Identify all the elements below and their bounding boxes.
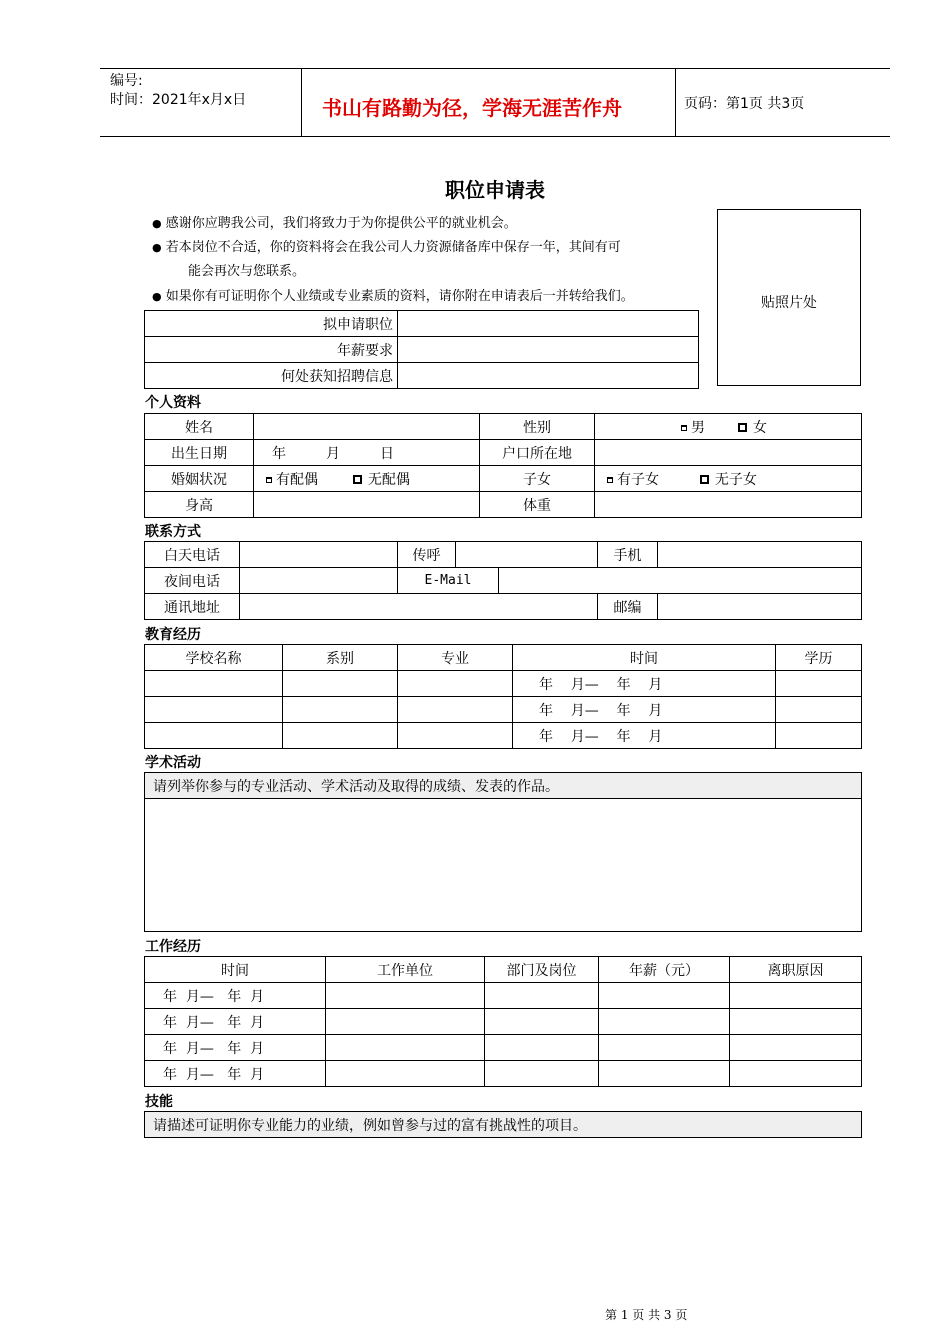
children-options bbox=[595, 466, 862, 492]
note-3: ● 如果你有可证明你个人业绩或专业素质的资料，请你附在申请表后一并转给我们。 bbox=[152, 289, 634, 304]
photo-box[interactable] bbox=[717, 209, 861, 386]
header-top-rule bbox=[100, 68, 890, 69]
work-salary-field[interactable] bbox=[599, 1061, 730, 1087]
birth-year-label: 年 bbox=[272, 445, 286, 462]
skills-prompt: 请描述可证明你专业能力的业绩，例如曾参与过的富有挑战性的项目。 bbox=[145, 1112, 862, 1138]
work-position-field[interactable] bbox=[485, 1009, 599, 1035]
work-salary-field[interactable] bbox=[599, 1009, 730, 1035]
hukou-field[interactable] bbox=[595, 440, 862, 466]
work-period[interactable]: 年 月— 年 月 bbox=[145, 1061, 326, 1087]
pager-field[interactable] bbox=[456, 542, 598, 568]
work-employer-field[interactable] bbox=[326, 1009, 485, 1035]
edu-school-field[interactable] bbox=[145, 723, 283, 749]
edu-degree-field[interactable] bbox=[776, 723, 862, 749]
header-divider-right bbox=[675, 69, 676, 136]
edu-school-field[interactable] bbox=[145, 671, 283, 697]
apply-source-field[interactable] bbox=[398, 363, 699, 389]
doc-number-label: 编号: bbox=[110, 73, 143, 89]
weight-label: 体重 bbox=[480, 492, 595, 518]
mobile-field[interactable] bbox=[658, 542, 862, 568]
edu-department-field[interactable] bbox=[283, 671, 398, 697]
female-checkbox[interactable] bbox=[738, 423, 747, 432]
work-employer-field[interactable] bbox=[326, 983, 485, 1009]
work-position-field[interactable] bbox=[485, 983, 599, 1009]
section-academic: 学术活动 bbox=[145, 755, 201, 771]
header-divider-left bbox=[301, 69, 302, 136]
work-reason-field[interactable] bbox=[730, 1061, 862, 1087]
edu-department-field[interactable] bbox=[283, 723, 398, 749]
note-2-cont: 能会再次与您联系。 bbox=[188, 264, 306, 279]
work-reason-field[interactable] bbox=[730, 1035, 862, 1061]
table-row bbox=[145, 671, 862, 697]
academic-table bbox=[144, 772, 862, 932]
no-children-label: 无子女 bbox=[714, 471, 757, 488]
note-1: ● 感谢你应聘我公司，我们将致力于为你提供公平的就业机会。 bbox=[152, 216, 517, 231]
section-work: 工作经历 bbox=[145, 939, 201, 955]
work-position-field[interactable] bbox=[485, 1061, 599, 1087]
email-field[interactable] bbox=[499, 568, 862, 594]
name-field[interactable] bbox=[254, 414, 480, 440]
hukou-label: 户口所在地 bbox=[480, 440, 595, 466]
work-position-field[interactable] bbox=[485, 1035, 599, 1061]
note-2: ● 若本岗位不合适，你的资料将会在我公司人力资源储备库中保存一年，其间有可 bbox=[152, 240, 621, 255]
contact-table bbox=[144, 541, 862, 620]
has-children-label: 有子女 bbox=[617, 471, 659, 488]
email-label: E-Mail bbox=[398, 568, 499, 594]
table-row bbox=[145, 983, 862, 1009]
edu-header-degree: 学历 bbox=[776, 645, 862, 671]
table-row bbox=[145, 1035, 862, 1061]
work-salary-field[interactable] bbox=[599, 1035, 730, 1061]
apply-position-label: 拟申请职位 bbox=[145, 311, 398, 337]
edu-header-major: 专业 bbox=[398, 645, 513, 671]
edu-period[interactable]: 年 月— 年 月 bbox=[513, 671, 776, 697]
birth-day-label: 日 bbox=[380, 445, 394, 462]
day-phone-label: 白天电话 bbox=[145, 542, 240, 568]
header-bottom-rule bbox=[100, 136, 890, 137]
section-contact: 联系方式 bbox=[145, 524, 201, 540]
birth-month-label: 月 bbox=[326, 445, 340, 462]
work-period[interactable]: 年 月— 年 月 bbox=[145, 1009, 326, 1035]
edu-period[interactable]: 年 月— 年 月 bbox=[513, 697, 776, 723]
edu-major-field[interactable] bbox=[398, 671, 513, 697]
gender-label: 性别 bbox=[480, 414, 595, 440]
female-label: 女 bbox=[752, 419, 767, 436]
header-motto: 书山有路勤为径，学海无涯苦作舟 bbox=[322, 96, 622, 120]
marital-options bbox=[254, 466, 480, 492]
table-row bbox=[145, 1009, 862, 1035]
single-label: 无配偶 bbox=[367, 471, 410, 488]
birth-field[interactable] bbox=[254, 440, 480, 466]
edu-degree-field[interactable] bbox=[776, 671, 862, 697]
apply-position-field[interactable] bbox=[398, 311, 699, 337]
height-label: 身高 bbox=[145, 492, 254, 518]
section-education: 教育经历 bbox=[145, 627, 201, 643]
birth-label: 出生日期 bbox=[145, 440, 254, 466]
edu-header-time: 时间 bbox=[513, 645, 776, 671]
single-checkbox[interactable] bbox=[353, 475, 362, 484]
page-title: 职位申请表 bbox=[445, 178, 545, 202]
work-header-time: 时间 bbox=[145, 957, 326, 983]
bullet-icon: ● bbox=[152, 241, 162, 254]
photo-label: 贴照片处 bbox=[761, 295, 817, 311]
work-header-position: 部门及岗位 bbox=[485, 957, 599, 983]
doc-time-label: 时间：2021年x月x日 bbox=[110, 92, 247, 108]
section-skills: 技能 bbox=[145, 1094, 173, 1110]
work-reason-field[interactable] bbox=[730, 1009, 862, 1035]
married-checkbox[interactable] bbox=[266, 477, 272, 483]
academic-prompt: 请列举你参与的专业活动、学术活动及取得的成绩、发表的作品。 bbox=[145, 773, 862, 799]
edu-department-field[interactable] bbox=[283, 697, 398, 723]
edu-period[interactable]: 年 月— 年 月 bbox=[513, 723, 776, 749]
edu-school-field[interactable] bbox=[145, 697, 283, 723]
skills-table bbox=[144, 1111, 862, 1138]
apply-salary-field[interactable] bbox=[398, 337, 699, 363]
married-label: 有配偶 bbox=[276, 471, 318, 488]
work-reason-field[interactable] bbox=[730, 983, 862, 1009]
has-children-checkbox[interactable] bbox=[607, 477, 613, 483]
pager-label: 传呼 bbox=[398, 542, 456, 568]
children-label: 子女 bbox=[480, 466, 595, 492]
table-row bbox=[145, 723, 862, 749]
education-table bbox=[144, 644, 862, 749]
apply-source-label: 何处获知招聘信息 bbox=[145, 363, 398, 389]
male-label: 男 bbox=[691, 419, 705, 436]
work-employer-field[interactable] bbox=[326, 1061, 485, 1087]
male-checkbox[interactable] bbox=[681, 425, 687, 431]
edu-degree-field[interactable] bbox=[776, 697, 862, 723]
edu-major-field[interactable] bbox=[398, 723, 513, 749]
work-period[interactable]: 年 月— 年 月 bbox=[145, 983, 326, 1009]
postcode-field[interactable] bbox=[658, 594, 862, 620]
address-label: 通讯地址 bbox=[145, 594, 240, 620]
apply-salary-label: 年薪要求 bbox=[145, 337, 398, 363]
apply-table bbox=[144, 310, 699, 389]
edu-header-department: 系别 bbox=[283, 645, 398, 671]
bullet-icon: ● bbox=[152, 217, 162, 230]
weight-field[interactable] bbox=[595, 492, 862, 518]
bullet-icon: ● bbox=[152, 290, 162, 303]
no-children-checkbox[interactable] bbox=[700, 475, 709, 484]
personal-table bbox=[144, 413, 862, 518]
height-field[interactable] bbox=[254, 492, 480, 518]
night-phone-field[interactable] bbox=[240, 568, 398, 594]
edu-header-school: 学校名称 bbox=[145, 645, 283, 671]
section-personal: 个人资料 bbox=[145, 395, 201, 411]
night-phone-label: 夜间电话 bbox=[145, 568, 240, 594]
name-label: 姓名 bbox=[145, 414, 254, 440]
gender-options bbox=[595, 414, 862, 440]
table-row bbox=[145, 697, 862, 723]
table-row bbox=[145, 1061, 862, 1087]
academic-textarea[interactable] bbox=[145, 799, 862, 932]
work-table bbox=[144, 956, 862, 1087]
page-footer: 第 1 页 共 3 页 bbox=[605, 1308, 688, 1322]
work-header-reason: 离职原因 bbox=[730, 957, 862, 983]
work-header-salary: 年薪（元） bbox=[599, 957, 730, 983]
day-phone-field[interactable] bbox=[240, 542, 398, 568]
edu-major-field[interactable] bbox=[398, 697, 513, 723]
work-employer-field[interactable] bbox=[326, 1035, 485, 1061]
work-period[interactable]: 年 月— 年 月 bbox=[145, 1035, 326, 1061]
work-header-employer: 工作单位 bbox=[326, 957, 485, 983]
marital-label: 婚姻状况 bbox=[145, 466, 254, 492]
mobile-label: 手机 bbox=[598, 542, 658, 568]
postcode-label: 邮编 bbox=[598, 594, 658, 620]
work-salary-field[interactable] bbox=[599, 983, 730, 1009]
address-field[interactable] bbox=[240, 594, 598, 620]
header-page-info: 页码：第1页 共3页 bbox=[684, 96, 805, 112]
